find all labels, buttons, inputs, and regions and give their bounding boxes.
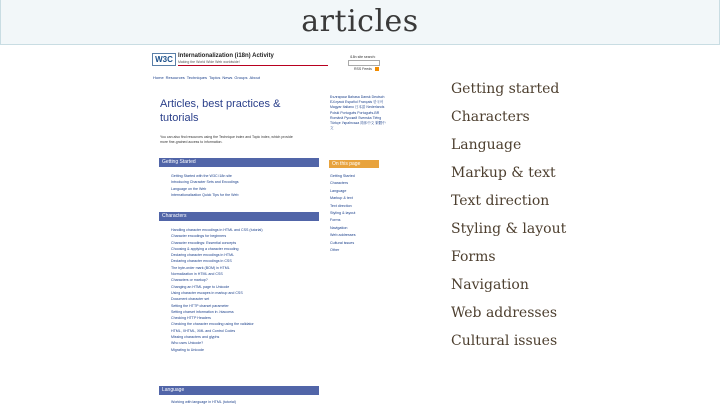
- lang-link[interactable]: Nederlands: [366, 105, 385, 110]
- on-this-page-list: [330, 173, 386, 254]
- w3c-articles-screenshot: [146, 47, 392, 405]
- topic-item: Web addresses: [451, 305, 558, 321]
- getting-started-list: [171, 173, 321, 198]
- lang-link[interactable]: 简体中文: [360, 121, 375, 126]
- topic-item: Cultural issues: [451, 333, 558, 349]
- on-this-page-item[interactable]: Getting Started: [330, 174, 355, 178]
- lang-link[interactable]: Português-BR: [357, 110, 380, 115]
- topic-item: Markup & text: [451, 165, 556, 181]
- intro-text: You can also find resources using the Technique index and Topic index, which provide more fine-grained access to information.: [160, 135, 293, 144]
- lang-link[interactable]: 日本語: [354, 105, 366, 110]
- lang-link[interactable]: Español: [345, 100, 358, 105]
- lang-link[interactable]: Bahasa: [347, 95, 360, 99]
- topic-item: Styling & layout: [451, 221, 567, 237]
- article-link[interactable]: Checking HTTP Headers: [171, 316, 211, 321]
- lang-link[interactable]: Polski: [330, 110, 340, 115]
- characters-list: [171, 227, 321, 353]
- lang-link[interactable]: Português: [340, 110, 357, 115]
- section-header-language: Language: [159, 386, 319, 395]
- article-link[interactable]: Handling character encodings in HTML and CSS (tutorial): [171, 228, 263, 232]
- lang-link[interactable]: Deutsch: [371, 95, 385, 99]
- lang-link[interactable]: 繁體中文: [330, 121, 386, 131]
- language-list: [171, 399, 321, 405]
- article-link[interactable]: Who uses Unicode?: [171, 341, 204, 346]
- lang-link[interactable]: Ελληνικά: [330, 100, 345, 105]
- topic-list: [451, 77, 566, 357]
- article-link[interactable]: Migrating to Unicode: [171, 347, 204, 352]
- article-link[interactable]: Working with language in HTML (tutorial): [171, 400, 236, 404]
- article-link[interactable]: HTML, XHTML, XML and Control Codes: [171, 328, 236, 333]
- article-link[interactable]: Declaring character encodings in HTML: [171, 253, 235, 258]
- article-link[interactable]: Using character escapes in markup and CSS: [171, 290, 243, 295]
- section-header-characters: Characters: [159, 212, 319, 221]
- on-this-page-item[interactable]: Text direction: [330, 203, 352, 208]
- on-this-page-item[interactable]: Cultural issues: [330, 240, 355, 245]
- language-links: [330, 95, 386, 131]
- article-link[interactable]: Character encodings for beginners: [171, 234, 227, 239]
- nav-topics[interactable]: Topics: [209, 75, 221, 80]
- article-link[interactable]: Getting Started with the W3C i18n site: [171, 174, 232, 178]
- lang-link[interactable]: Українська: [341, 121, 360, 126]
- w3c-logo[interactable]: W3C: [152, 53, 176, 66]
- topic-item: Language: [451, 137, 522, 153]
- nav-about[interactable]: About: [249, 75, 260, 80]
- article-link[interactable]: Introducing Character Sets and Encodings: [171, 180, 239, 185]
- site-search-label: i18n site search:: [350, 55, 376, 59]
- activity-title: Internationalization (i18n) Activity: [178, 53, 274, 59]
- on-this-page-item[interactable]: Markup & text: [330, 196, 353, 201]
- lang-link[interactable]: Français: [358, 100, 373, 105]
- article-link[interactable]: Internationalization Quick Tips for the Web: [171, 192, 239, 197]
- on-this-page-item[interactable]: Forms: [330, 218, 341, 223]
- header-divider: [178, 65, 328, 66]
- on-this-page-item[interactable]: Styling & layout: [330, 211, 356, 216]
- article-link[interactable]: Setting the HTTP charset parameter: [171, 303, 229, 308]
- article-link[interactable]: Characters or markup?: [171, 278, 208, 283]
- lang-link[interactable]: Dansk: [360, 95, 371, 99]
- on-this-page-item[interactable]: Language: [330, 188, 347, 193]
- article-link[interactable]: Checking the character encoding using the validator: [171, 322, 254, 327]
- topic-item: Getting started: [451, 81, 560, 97]
- rss-feeds-link[interactable]: RSS Feeds: [354, 67, 372, 71]
- nav-news[interactable]: News: [222, 75, 233, 80]
- article-link[interactable]: Choosing & applying a character encoding: [171, 246, 239, 251]
- nav-resources[interactable]: Resources: [165, 75, 185, 80]
- lang-link[interactable]: Svenska: [358, 115, 372, 120]
- nav-techniques[interactable]: Techniques: [186, 75, 208, 80]
- slide-title: articles: [301, 4, 419, 39]
- lang-link[interactable]: Română: [330, 115, 344, 120]
- topic-item: Forms: [451, 249, 496, 265]
- lang-link[interactable]: Русский: [344, 115, 358, 120]
- page-title: Articles, best practices & tutorials: [160, 98, 281, 124]
- nav-groups[interactable]: Groups: [234, 75, 248, 80]
- topic-item: Text direction: [451, 193, 550, 209]
- article-link[interactable]: Normalization in HTML and CSS: [171, 272, 223, 277]
- article-link[interactable]: Declaring character encodings in CSS: [171, 259, 232, 264]
- on-this-page-item[interactable]: Navigation: [330, 225, 348, 230]
- site-search-input[interactable]: [348, 60, 380, 66]
- article-link[interactable]: The byte-order mark (BOM) in HTML: [171, 265, 230, 270]
- topic-item: Characters: [451, 109, 530, 125]
- lang-link[interactable]: Italiano: [342, 105, 354, 110]
- article-link[interactable]: Document character set: [171, 297, 210, 302]
- article-link[interactable]: Character encodings: Essential concepts: [171, 240, 237, 245]
- activity-subtitle: Making the World Wide Web worldwide!: [178, 60, 240, 64]
- topic-item: Navigation: [451, 277, 529, 293]
- on-this-page-item[interactable]: Web addresses: [330, 233, 356, 238]
- article-link[interactable]: Changing an HTML page to Unicode: [171, 284, 230, 289]
- article-link[interactable]: Setting charset information in .htaccess: [171, 309, 234, 314]
- lang-link[interactable]: Magyar: [330, 105, 342, 110]
- article-link[interactable]: Missing characters and glyphs: [171, 335, 220, 340]
- lang-link[interactable]: Tiếng: [372, 115, 382, 120]
- lang-link[interactable]: Türkçe: [330, 121, 341, 126]
- on-this-page-item[interactable]: Characters: [330, 181, 349, 186]
- article-link[interactable]: Language on the Web: [171, 186, 207, 191]
- lang-link[interactable]: 한국어: [373, 100, 384, 105]
- on-this-page-item[interactable]: Other: [330, 248, 340, 253]
- nav-home[interactable]: Home: [153, 75, 164, 80]
- slide-title-bar: [0, 0, 720, 45]
- lang-link[interactable]: Български: [330, 95, 347, 99]
- section-header-getting-started: Getting Started: [159, 158, 319, 167]
- top-nav: [153, 75, 262, 80]
- on-this-page-header: On this page: [329, 160, 379, 168]
- rss-icon[interactable]: [375, 67, 379, 71]
